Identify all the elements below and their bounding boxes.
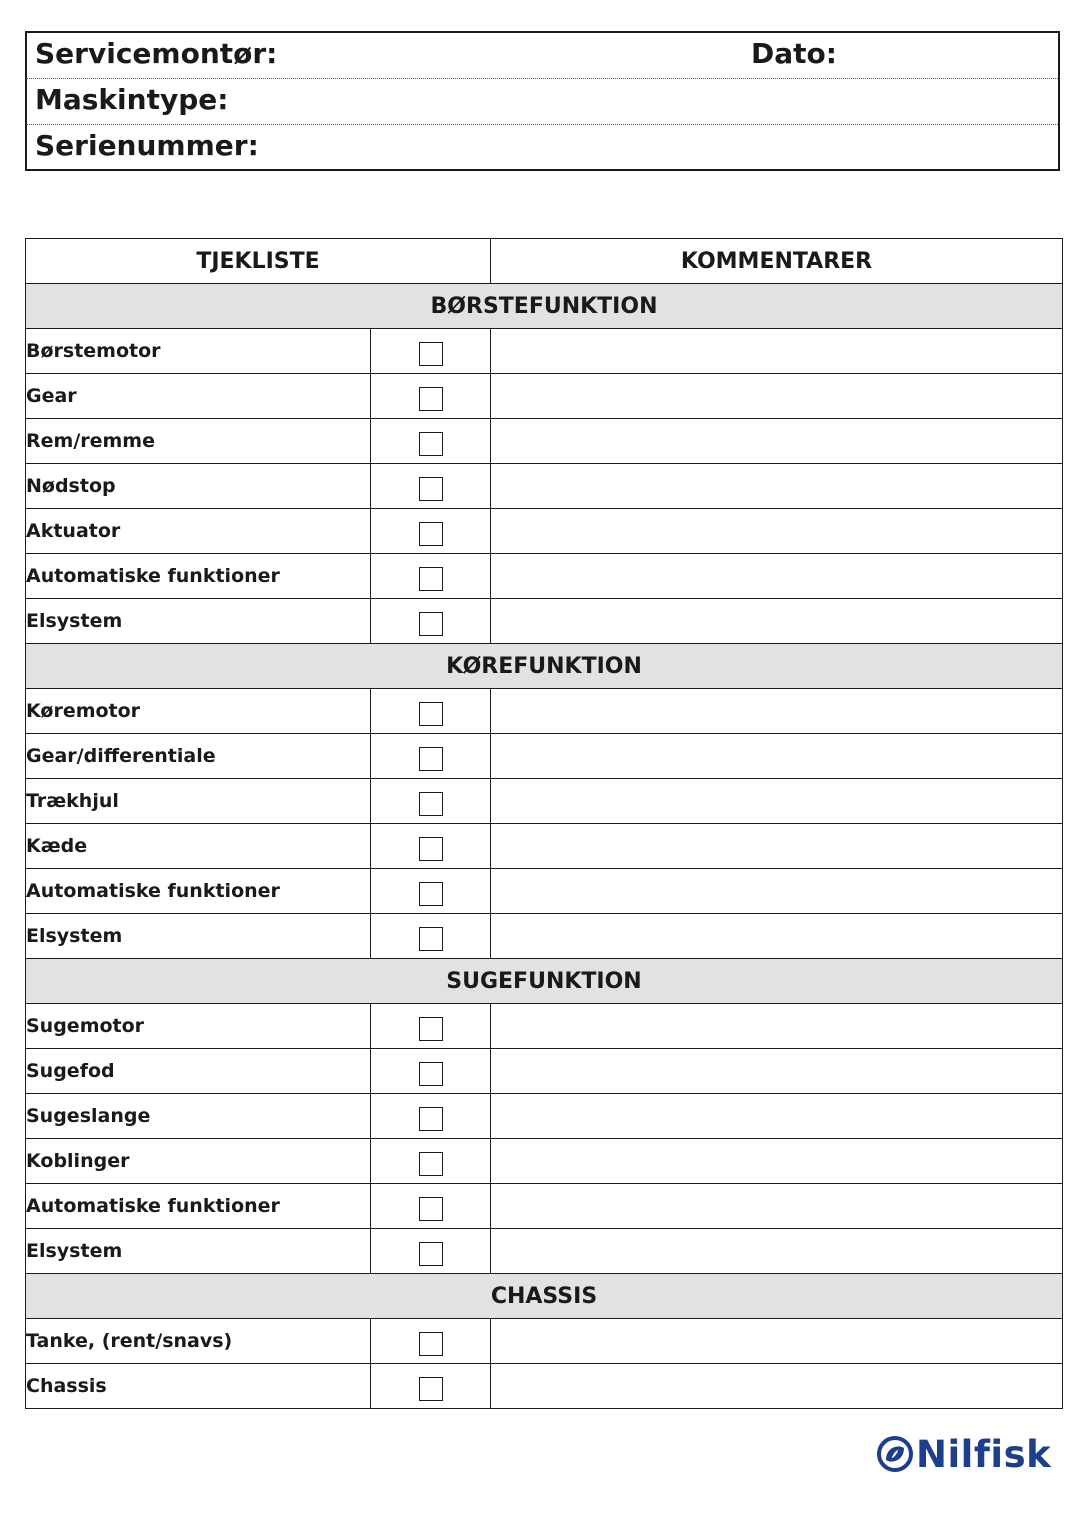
- checklist-item-label: Elsystem: [26, 914, 371, 959]
- check-cell: [371, 554, 491, 599]
- comment-field[interactable]: [491, 869, 1063, 914]
- checklist-item-label: Chassis: [26, 1364, 371, 1409]
- check-cell: [371, 1139, 491, 1184]
- serial-number-row: [27, 125, 1058, 169]
- comment-field[interactable]: [491, 914, 1063, 959]
- check-cell: [371, 1049, 491, 1094]
- checkbox[interactable]: [419, 432, 443, 456]
- checklist-item-label: Trækhjul: [26, 779, 371, 824]
- checklist-item-label: Rem/remme: [26, 419, 371, 464]
- comment-field[interactable]: [491, 1229, 1063, 1274]
- checklist-item-label: Kæde: [26, 824, 371, 869]
- check-cell: [371, 374, 491, 419]
- check-cell: [371, 779, 491, 824]
- checklist-item-label: Koblinger: [26, 1139, 371, 1184]
- table-row: [26, 914, 1063, 959]
- section-title: SUGEFUNKTION: [26, 959, 1063, 1004]
- checkbox[interactable]: [419, 1242, 443, 1266]
- section-header-row: [26, 644, 1063, 689]
- comment-field[interactable]: [491, 1139, 1063, 1184]
- checklist-item-label: Børstemotor: [26, 329, 371, 374]
- check-cell: [371, 914, 491, 959]
- checkbox[interactable]: [419, 792, 443, 816]
- checklist-body: [26, 284, 1063, 1409]
- check-cell: [371, 689, 491, 734]
- section-title: CHASSIS: [26, 1274, 1063, 1319]
- checkbox[interactable]: [419, 1152, 443, 1176]
- check-cell: [371, 1364, 491, 1409]
- date-label: Dato:: [751, 37, 837, 70]
- table-row: [26, 689, 1063, 734]
- comment-field[interactable]: [491, 374, 1063, 419]
- table-row: [26, 464, 1063, 509]
- comment-field[interactable]: [491, 1319, 1063, 1364]
- checkbox[interactable]: [419, 567, 443, 591]
- comment-field[interactable]: [491, 599, 1063, 644]
- table-row: [26, 329, 1063, 374]
- comment-field[interactable]: [491, 824, 1063, 869]
- checkbox[interactable]: [419, 612, 443, 636]
- check-cell: [371, 824, 491, 869]
- comment-field[interactable]: [491, 419, 1063, 464]
- checklist-item-label: Elsystem: [26, 1229, 371, 1274]
- checklist-item-label: Aktuator: [26, 509, 371, 554]
- technician-row: [27, 33, 1058, 79]
- checklist-item-label: Sugefod: [26, 1049, 371, 1094]
- table-row: [26, 1004, 1063, 1049]
- serial-number-label: Serienummer:: [35, 129, 259, 162]
- table-row: [26, 869, 1063, 914]
- checkbox[interactable]: [419, 477, 443, 501]
- checklist-item-label: Automatiske funktioner: [26, 869, 371, 914]
- table-row: [26, 509, 1063, 554]
- table-row: [26, 1184, 1063, 1229]
- check-cell: [371, 329, 491, 374]
- checkbox[interactable]: [419, 1332, 443, 1356]
- comment-field[interactable]: [491, 509, 1063, 554]
- section-header-row: [26, 284, 1063, 329]
- checkbox[interactable]: [419, 342, 443, 366]
- check-cell: [371, 1004, 491, 1049]
- table-row: [26, 1094, 1063, 1139]
- comment-field[interactable]: [491, 464, 1063, 509]
- check-cell: [371, 1319, 491, 1364]
- checkbox[interactable]: [419, 882, 443, 906]
- checkbox[interactable]: [419, 1377, 443, 1401]
- table-row: [26, 734, 1063, 779]
- checkbox[interactable]: [419, 747, 443, 771]
- table-row: [26, 374, 1063, 419]
- comment-field[interactable]: [491, 734, 1063, 779]
- table-row: [26, 1229, 1063, 1274]
- checklist-item-label: Gear/differentiale: [26, 734, 371, 779]
- table-row: [26, 554, 1063, 599]
- comment-field[interactable]: [491, 689, 1063, 734]
- check-cell: [371, 509, 491, 554]
- table-row: [26, 1364, 1063, 1409]
- comments-column-header: KOMMENTARER: [491, 239, 1063, 284]
- checkbox[interactable]: [419, 387, 443, 411]
- checkbox[interactable]: [419, 1107, 443, 1131]
- comment-field[interactable]: [491, 1049, 1063, 1094]
- checkbox[interactable]: [419, 927, 443, 951]
- comment-field[interactable]: [491, 779, 1063, 824]
- checklist-item-label: Gear: [26, 374, 371, 419]
- table-row: [26, 1319, 1063, 1364]
- checklist-column-header: TJEKLISTE: [26, 239, 491, 284]
- checklist-item-label: Automatiske funktioner: [26, 554, 371, 599]
- table-row: [26, 824, 1063, 869]
- checklist-item-label: Automatiske funktioner: [26, 1184, 371, 1229]
- checklist-item-label: Elsystem: [26, 599, 371, 644]
- table-row: [26, 599, 1063, 644]
- check-cell: [371, 734, 491, 779]
- technician-label: Servicemontør:: [35, 37, 278, 70]
- checklist-item-label: Sugemotor: [26, 1004, 371, 1049]
- table-row: [26, 1049, 1063, 1094]
- check-cell: [371, 869, 491, 914]
- checkbox[interactable]: [419, 1062, 443, 1086]
- checkbox[interactable]: [419, 837, 443, 861]
- check-cell: [371, 599, 491, 644]
- comment-field[interactable]: [491, 1364, 1063, 1409]
- check-cell: [371, 1184, 491, 1229]
- checklist-item-label: Nødstop: [26, 464, 371, 509]
- service-info-box: [25, 31, 1060, 171]
- table-header-row: [26, 239, 1063, 284]
- machine-type-row: [27, 79, 1058, 125]
- checkbox[interactable]: [419, 702, 443, 726]
- check-cell: [371, 1094, 491, 1139]
- checkbox[interactable]: [419, 1017, 443, 1041]
- comment-field[interactable]: [491, 1094, 1063, 1139]
- nilfisk-logo-text: Nilfisk: [916, 1432, 1052, 1476]
- table-row: [26, 419, 1063, 464]
- machine-type-label: Maskintype:: [35, 83, 229, 116]
- section-header-row: [26, 959, 1063, 1004]
- check-cell: [371, 1229, 491, 1274]
- checkbox[interactable]: [419, 1197, 443, 1221]
- comment-field[interactable]: [491, 1004, 1063, 1049]
- checklist-table: [25, 238, 1063, 1409]
- table-row: [26, 1139, 1063, 1184]
- check-cell: [371, 419, 491, 464]
- nilfisk-logo-icon: [877, 1436, 913, 1472]
- comment-field[interactable]: [491, 1184, 1063, 1229]
- section-title: BØRSTEFUNKTION: [26, 284, 1063, 329]
- checklist-item-label: Køremotor: [26, 689, 371, 734]
- nilfisk-logo: [877, 1432, 1051, 1476]
- section-title: KØREFUNKTION: [26, 644, 1063, 689]
- checklist-item-label: Tanke, (rent/snavs): [26, 1319, 371, 1364]
- checkbox[interactable]: [419, 522, 443, 546]
- table-row: [26, 779, 1063, 824]
- comment-field[interactable]: [491, 329, 1063, 374]
- checklist-item-label: Sugeslange: [26, 1094, 371, 1139]
- check-cell: [371, 464, 491, 509]
- section-header-row: [26, 1274, 1063, 1319]
- comment-field[interactable]: [491, 554, 1063, 599]
